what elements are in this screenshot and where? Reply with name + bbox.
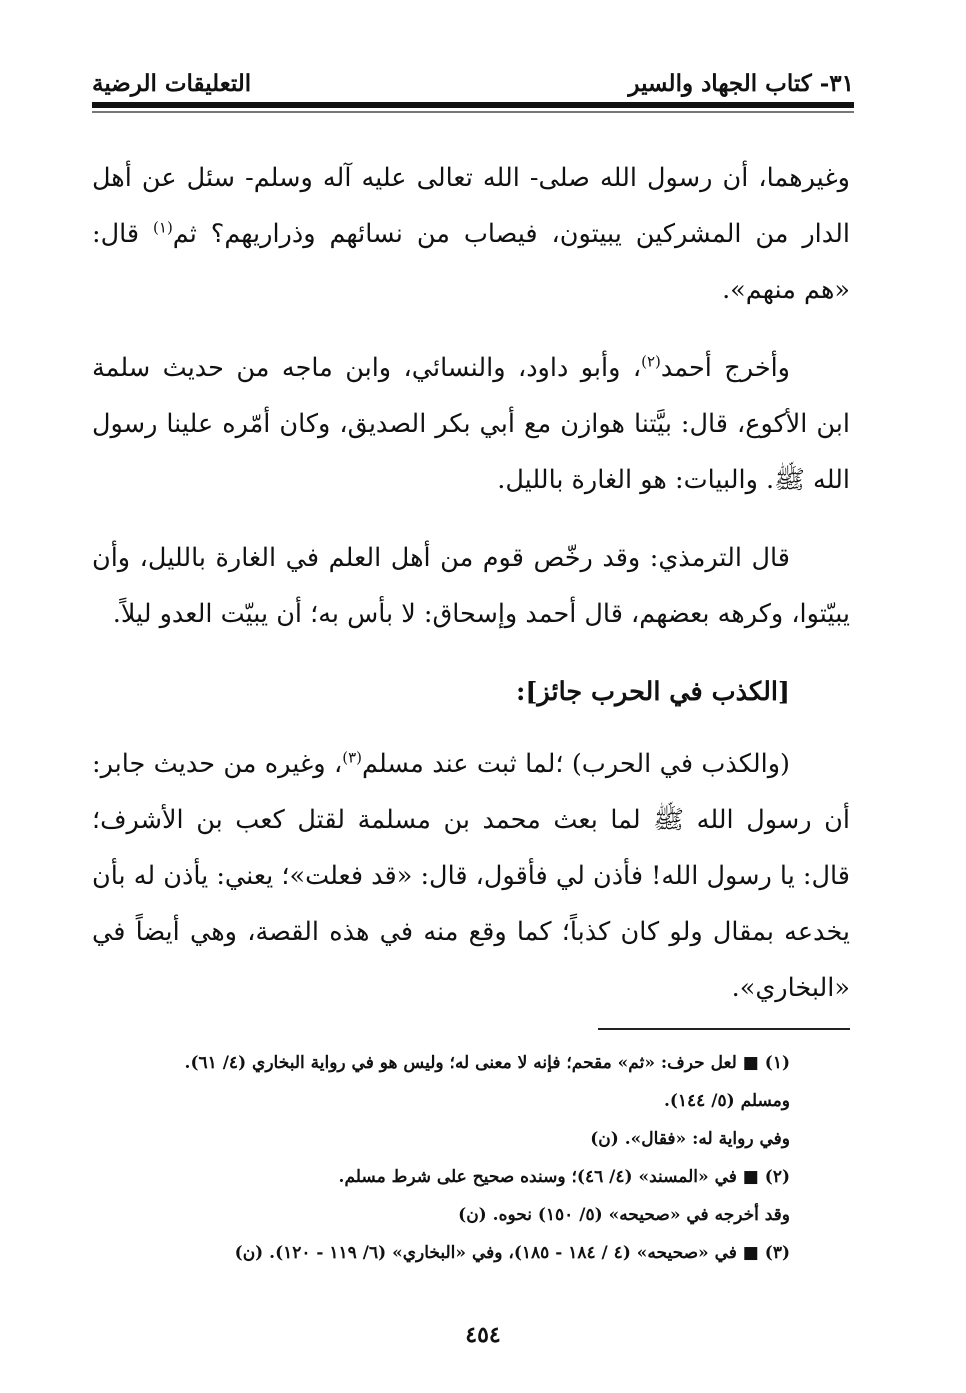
footnote-ref-2[interactable]: (٢) xyxy=(641,352,661,371)
footnote-1-cont-2: وفي رواية له: «فقال». (ن) xyxy=(590,1129,790,1149)
header-rule-thin xyxy=(92,111,854,113)
footnote-3: (٣) ■ في «صحيحه» (٤ / ١٨٤ - ١٨٥)، وفي «البخاري» (٦/ ١١٩ - ١٢٠). (ن) xyxy=(234,1243,790,1263)
footnote-ref-3[interactable]: (٣) xyxy=(342,748,362,767)
paragraph-3: قال الترمذي: وقد رخّص قوم من أهل العلم في الغارة بالليل، وأن يبيّتوا، وكرهه بعضهم، قال أحمد وإسحاق: لا بأس به؛ أن يبيّت العدو ليلاً. xyxy=(92,543,850,629)
section-heading: [الكذب في الحرب جائز]: xyxy=(515,677,790,707)
paragraph-2-end: ، وأبو داود، والنسائي، وابن ماجه من حديث سلمة ابن الأكوع، قال: بيَّتنا هوازن مع أبي بكر الصديق، وكان أمّره علينا رسول الله ﷺ. والبيات: هو الغارة بالليل. xyxy=(92,353,850,495)
paragraph-4-start: (والكذب في الحرب) ؛لما ثبت عند مسلم xyxy=(361,749,791,779)
paragraph-2 xyxy=(92,340,850,508)
footnote-separator xyxy=(598,1028,850,1030)
footnote-ref-1[interactable]: (١) xyxy=(153,218,173,237)
paragraph-4 xyxy=(92,736,850,1016)
chapter-title: ٣١- كتاب الجهاد والسير xyxy=(628,70,854,97)
paragraph-1 xyxy=(92,150,850,318)
running-header xyxy=(92,70,854,100)
footnotes xyxy=(110,1044,790,1272)
main-text xyxy=(92,150,850,1038)
header-rule xyxy=(92,102,854,108)
paragraph-1-end: قال: «هم منهم». xyxy=(92,219,850,305)
footnote-1: (١) ■ لعل حرف: «ثم» مقحم؛ فإنه لا معنى له؛ وليس هو في رواية البخاري (٤/ ٦١). xyxy=(184,1053,790,1073)
footnote-2: (٢) ■ في «المسند» (٤/ ٤٦)؛ وسنده صحيح على شرط مسلم. xyxy=(338,1167,790,1187)
paragraph-2-start: وأخرج أحمد xyxy=(660,353,790,383)
footnote-2-cont: وقد أخرجه في «صحيحه» (٥/ ١٥٠) نحوه. (ن) xyxy=(458,1205,790,1225)
book-title: التعليقات الرضية xyxy=(92,70,252,97)
paragraph-1-text: وغيرهما، أن رسول الله صلى- الله تعالى عليه آله وسلم- سئل عن أهل الدار من المشركين يبيتون، فيصاب من نسائهم وذراريهم؟ ثم xyxy=(92,163,850,249)
paragraph-4-end: ، وغيره من حديث جابر: أن رسول الله ﷺ لما بعث محمد بن مسلمة لقتل كعب بن الأشرف؛ قال: يا رسول الله! فأذن لي فأقول، قال: «قد فعلت»؛ يعني: يأذن له بأن يخدعه بمقال ولو كان كذباً؛ كما وقع منه في هذه القصة، وهي أيضاً في «البخاري». xyxy=(92,749,850,1003)
footnote-1-cont: ومسلم (٥/ ١٤٤). xyxy=(663,1091,790,1111)
page-number: ٤٥٤ xyxy=(465,1322,501,1348)
